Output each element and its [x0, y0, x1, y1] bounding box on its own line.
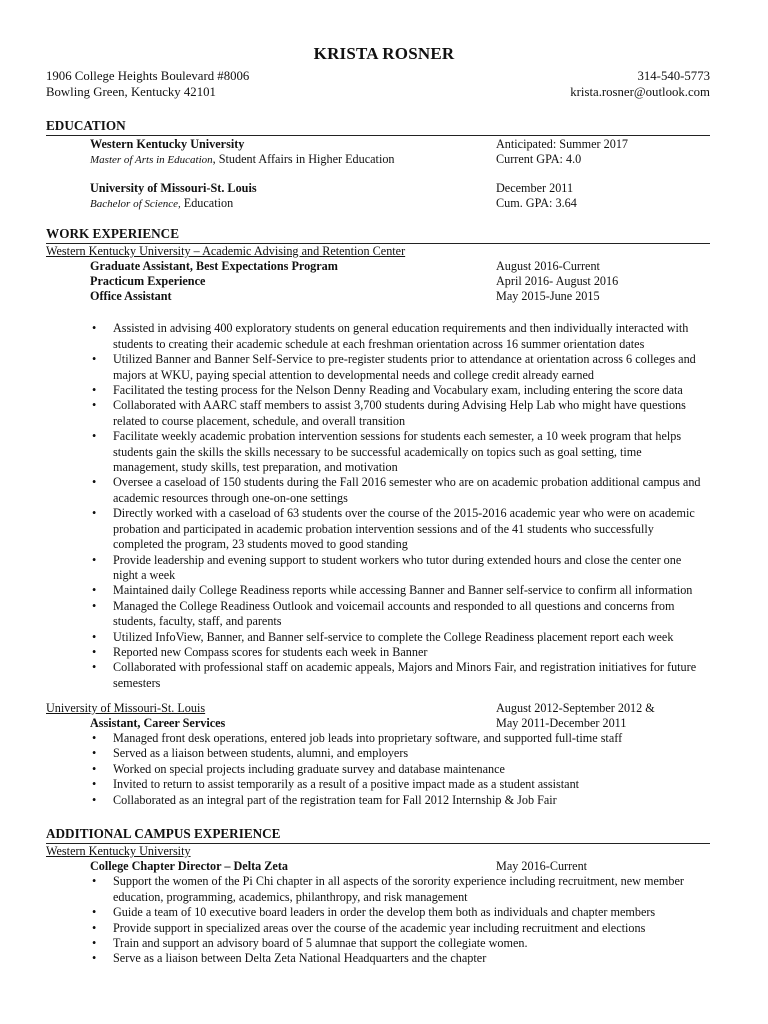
school-date: Anticipated: Summer 2017 — [496, 137, 629, 151]
job2-section — [46, 701, 710, 808]
address-line-1: 1906 College Heights Boulevard #8006 — [46, 69, 250, 83]
list-item: • Facilitated the testing process for the Nelson Denny Reading and Vocabulary exam, including entering the score data — [46, 383, 706, 398]
role-title: Office Assistant — [90, 289, 172, 304]
list-item: • Utilized Banner and Banner Self-Service to pre-register students prior to attendance at orientation across 6 colleges and majors at WKU, paying special attention to developmental needs and college credit already earned — [46, 352, 706, 383]
list-item: • Facilitate weekly academic probation intervention sessions for students each semester, a 10 week program that helps students gain the skills the skills necessary to be successful academically on topics such as goal setting, time management, study skills, test preparation, and motivation — [46, 429, 706, 475]
degree: Master of Arts in Education — [90, 154, 213, 166]
campus-heading: ADDITIONAL CAMPUS EXPERIENCE — [46, 826, 710, 844]
email: krista.rosner@outlook.com — [570, 85, 710, 99]
list-item: • Managed the College Readiness Outlook and voicemail accounts and responded to all questions and concerns from students, faculty, staff, and parents — [46, 599, 706, 630]
school-entry — [46, 137, 710, 167]
role-date: April 2016- August 2016 — [496, 274, 619, 289]
list-item: • Utilized InfoView, Banner, and Banner self-service to complete the College Readiness placement report each week — [46, 630, 706, 645]
degree-field: Education — [180, 196, 234, 210]
education-section — [46, 118, 710, 211]
list-item: • Collaborated with AARC staff members to assist 3,700 students during Advising Help Lab who might have questions related to course placement, schedule, and overall transition — [46, 398, 706, 429]
list-item: • Train and support an advisory board of 5 alumnae that support the collegiate women. — [46, 936, 706, 951]
gpa: Cum. GPA: 3.64 — [496, 196, 577, 210]
list-item: • Provide support in specialized areas over the course of the academic year including recruitment and elections — [46, 921, 706, 936]
school-name: University of Missouri-St. Louis — [90, 181, 257, 195]
address-block — [46, 68, 249, 100]
list-item: • Served as a liaison between students, alumni, and employers — [46, 746, 706, 761]
phone: 314-540-5773 — [637, 69, 710, 83]
list-item: • Invited to return to assist temporarily as a result of a positive impact made as a student assistant — [46, 777, 706, 792]
gpa: Current GPA: 4.0 — [496, 152, 582, 166]
list-item: • Collaborated as an integral part of the registration team for Fall 2012 Internship & Job Fair — [46, 793, 706, 808]
role-date: May 2016-Current — [496, 859, 588, 874]
list-item: • Assisted in advising 400 exploratory students on general education requirements and then individually interacted with students to creating their academic schedule at each freshman orientation across 16 summer orientation dates — [46, 321, 706, 352]
list-item: • Serve as a liaison between Delta Zeta National Headquarters and the chapter — [46, 951, 706, 966]
school-date: December 2011 — [496, 181, 574, 195]
list-item: • Maintained daily College Readiness reports while accessing Banner and Banner self-service to confirm all information — [46, 583, 706, 598]
education-heading: EDUCATION — [46, 118, 710, 136]
employer-name: Western Kentucky University – Academic Advising and Retention Center — [46, 244, 406, 258]
degree-field: , Student Affairs in Higher Education — [212, 152, 395, 166]
school-entry — [46, 181, 710, 211]
employer-name: University of Missouri-St. Louis — [46, 701, 206, 715]
role-date: August 2016-Current — [496, 259, 600, 274]
campus-bullets — [46, 874, 710, 966]
job2-bullets — [46, 731, 710, 808]
campus-section — [46, 826, 710, 967]
role-date: August 2012-September 2012 & — [496, 701, 655, 715]
list-item: • Worked on special projects including graduate survey and database maintenance — [46, 762, 706, 777]
work-heading: WORK EXPERIENCE — [46, 226, 710, 244]
list-item: • Directly worked with a caseload of 63 students over the course of the 2015-2016 academic year who were on academic probation and participated in academic probation intervention sessions and of the 41 students who successfully completed the program, 23 students moved to good standing — [46, 506, 706, 552]
list-item: • Guide a team of 10 executive board leaders in order the develop them both as individuals and chapter members — [46, 905, 706, 920]
work-section — [46, 226, 710, 691]
role-title: Assistant, Career Services — [90, 716, 226, 730]
list-item: • Reported new Compass scores for students each week in Banner — [46, 645, 706, 660]
address-line-2: Bowling Green, Kentucky 42101 — [46, 85, 216, 99]
list-item: • Oversee a caseload of 150 students during the Fall 2016 semester who are on academic probation additional campus and academic resources through one-on-one settings — [46, 475, 706, 506]
role-title: Graduate Assistant, Best Expectations Program — [90, 259, 338, 274]
degree: Bachelor of Science, — [90, 198, 181, 210]
role-title: College Chapter Director – Delta Zeta — [90, 859, 288, 874]
role-date: May 2015-June 2015 — [496, 289, 600, 304]
list-item: • Support the women of the Pi Chi chapter in all aspects of the sorority experience including recruitment, new member education, programming, academics, philanthropy, and risk management — [46, 874, 706, 905]
role-date: May 2011-December 2011 — [496, 716, 627, 730]
contact-block — [570, 68, 710, 100]
employer-name: Western Kentucky University — [46, 844, 191, 858]
resume-name: KRISTA ROSNER — [313, 44, 455, 63]
school-name: Western Kentucky University — [90, 137, 245, 151]
list-item: • Provide leadership and evening support to student workers who tutor during extended hours and close the center one night a week — [46, 553, 706, 584]
list-item: • Collaborated with professional staff on academic appeals, Majors and Minors Fair, and registration initiatives for future semesters — [46, 660, 706, 691]
list-item: • Managed front desk operations, entered job leads into proprietary software, and supported full-time staff — [46, 731, 706, 746]
job1-bullets — [46, 321, 710, 691]
role-title: Practicum Experience — [90, 274, 206, 289]
